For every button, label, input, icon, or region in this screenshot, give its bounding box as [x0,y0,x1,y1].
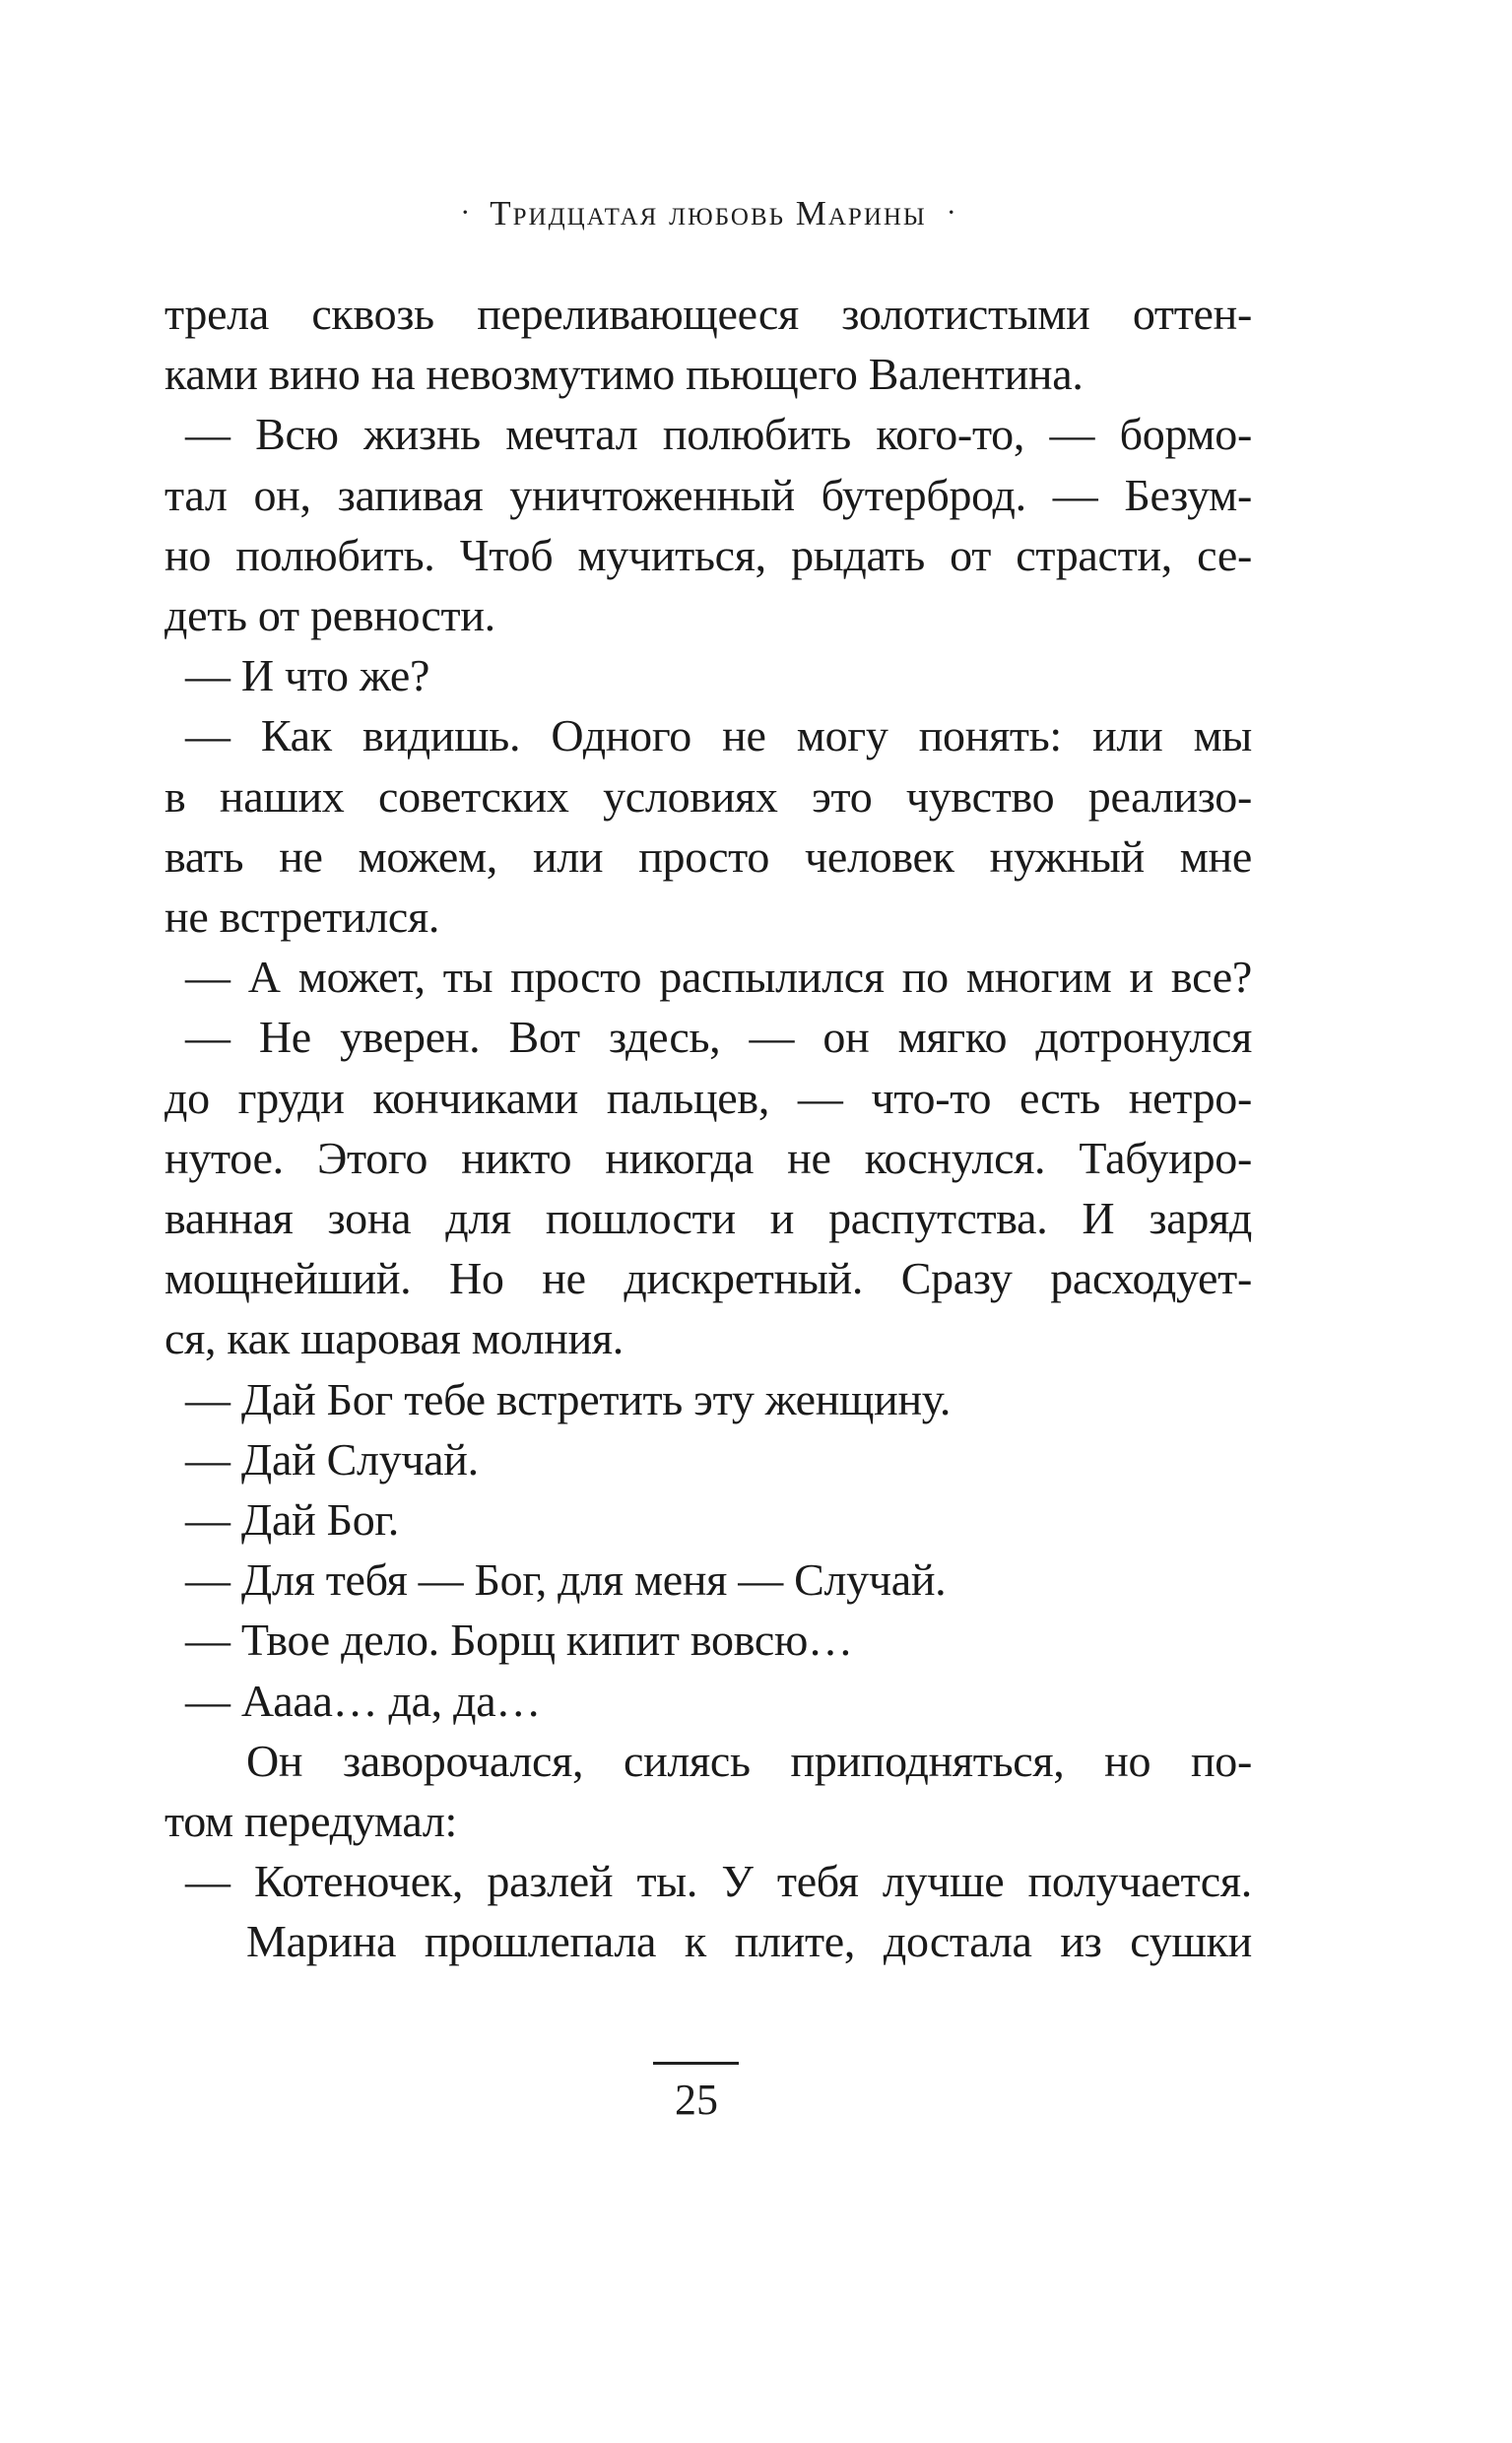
text-line: — Дай Бог. [185,1494,400,1546]
text-line: вать не можем, или просто человек нужный мне [164,830,1252,882]
text-line: — А может, ты просто распылился по многим и все? [185,952,1252,1003]
text-line: — Всю жизнь мечтал полюбить кого-то, — бормо- [185,409,1252,460]
text-line: — Дай Бог тебе встретить эту женщину. [185,1373,952,1424]
page-number: 25 [675,2076,718,2124]
footer-rule [653,2062,739,2065]
running-header [164,193,1252,236]
text-line: Марина прошлепала к плите, достала из сушки [246,1916,1252,1967]
body-text [164,284,1252,1972]
text-line: — Не уверен. Вот здесь, — он мягко дотронулся [185,1012,1252,1063]
text-line: ванная зона для пошлости и распутства. И заряд [164,1193,1252,1244]
text-line: но полюбить. Чтоб мучиться, рыдать от страсти, се- [164,529,1252,580]
text-line: в наших советских условиях это чувство реализо- [164,770,1252,822]
text-line: — И что же? [185,650,430,701]
header-dot-right: · [946,196,956,229]
text-line: мощнейший. Но не дискретный. Сразу расходует- [164,1253,1252,1304]
text-line: до груди кончиками пальцев, — что-то есть нетро- [164,1072,1252,1123]
running-header-title: Тридцатая любовь Марины [490,194,927,232]
text-line: Он заворочался, силясь приподняться, но по- [246,1735,1252,1786]
text-line: деть от ревности. [164,590,495,641]
text-line: тал он, запивая уничтоженный бутерброд. — Безум- [164,469,1252,520]
text-line: нутое. Этого никто никогда не коснулся. Табуиро- [164,1132,1252,1183]
text-line: ками вино на невозмутимо пьющего Валентина. [164,349,1084,400]
text-line: — Котеночек, разлей ты. У тебя лучше получается. [185,1856,1252,1907]
text-line: — Твое дело. Борщ кипит вовсю… [185,1615,853,1666]
text-line: ся, как шаровая молния. [164,1313,624,1364]
text-line: — Для тебя — Бог, для меня — Случай. [185,1554,947,1606]
text-line: трела сквозь переливающееся золотистыми оттен- [164,289,1252,339]
text-line: — Как видишь. Одного не могу понять: или мы [185,710,1252,761]
text-line: не встретился. [164,891,440,943]
text-line: — Аааа… да, да… [185,1675,542,1726]
header-dot-left: · [460,196,471,229]
text-line: том передумал: [164,1796,458,1847]
text-line: — Дай Случай. [185,1433,479,1485]
